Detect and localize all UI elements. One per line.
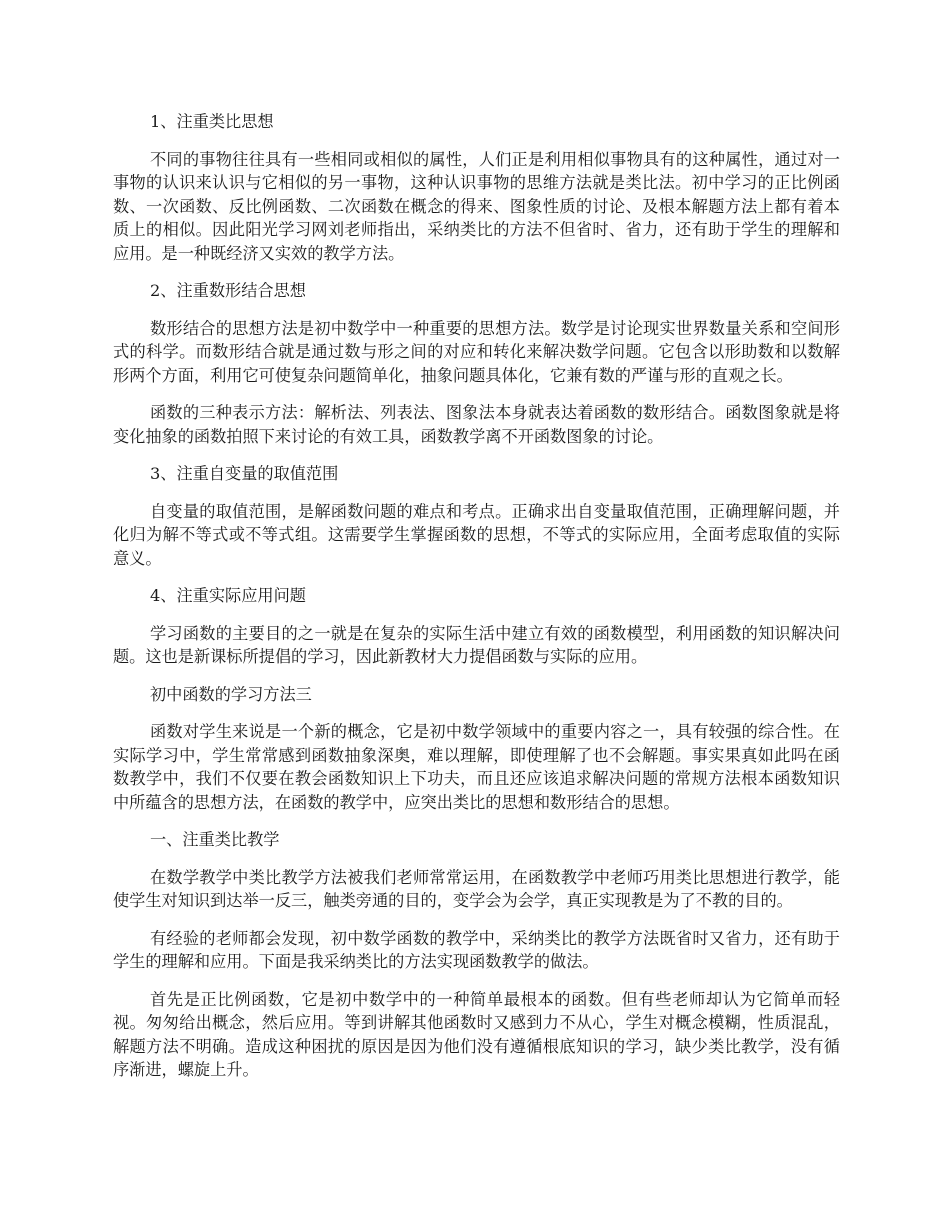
- section-heading: 3、注重自变量的取值范围: [150, 464, 339, 483]
- section-heading: 4、注重实际应用问题: [150, 586, 306, 605]
- body-paragraph: 学习函数的主要目的之一就是在复杂的实际生活中建立有效的函数模型，利用函数的知识解决问题。这也是新课标所提倡的学习，因此新教材大力提倡函数与实际的应用。: [113, 623, 840, 666]
- section-heading: 一、注重类比教学: [150, 830, 280, 849]
- body-paragraph: 数形结合的思想方法是初中数学中一种重要的思想方法。数学是讨论现实世界数量关系和空间形式的科学。而数形结合就是通过数与形之间的对应和转化来解决数学问题。它包含以形助数和以数解形两个方面，利用它可使复杂问题简单化，抽象问题具体化，它兼有数的严谨与形的直观之长。: [113, 318, 840, 385]
- section-heading: 初中函数的学习方法三: [150, 684, 312, 704]
- body-paragraph: 函数的三种表示方法：解析法、列表法、图象法本身就表达着函数的数形结合。函数图象就是将变化抽象的函数拍照下来讨论的有效工具，函数教学离不开函数图象的讨论。: [113, 403, 840, 446]
- body-paragraph: 自变量的取值范围，是解函数问题的难点和考点。正确求出自变量取值范围，正确理解问题，并化归为解不等式或不等式组。这需要学生掌握函数的思想，不等式的实际应用，全面考虑取值的实际意义。: [113, 501, 840, 568]
- body-paragraph: 有经验的老师都会发现，初中数学函数的教学中，采纳类比的教学方法既省时又省力，还有助于学生的理解和应用。下面是我采纳类比的方法实现函数教学的做法。: [113, 928, 840, 971]
- body-paragraph: 不同的事物往往具有一些相同或相似的属性，人们正是利用相似事物具有的这种属性，通过对一事物的认识来认识与它相似的另一事物，这种认识事物的思维方法就是类比法。初中学习的正比例函数、一次函数、反比例函数、二次函数在概念的得来、图象性质的讨论、及根本解题方法上都有着本质上的相似。因此阳光学习网刘老师指出，采纳类比的方法不但省时、省力，还有助于学生的理解和应用。是一种既经济又实效的教学方法。: [113, 149, 840, 263]
- body-paragraph: 函数对学生来说是一个新的概念，它是初中数学领域中的重要内容之一，具有较强的综合性。在实际学习中，学生常常感到函数抽象深奥，难以理解，即使理解了也不会解题。事实果真如此吗在函数教学中，我们不仅要在教会函数知识上下功夫，而且还应该追求解决问题的常规方法根本函数知识中所蕴含的思想方法，在函数的教学中，应突出类比的思想和数形结合的思想。: [113, 722, 840, 812]
- body-paragraph: 首先是正比例函数，它是初中数学中的一种简单最根本的函数。但有些老师却认为它简单而轻视。匆匆给出概念，然后应用。等到讲解其他函数时又感到力不从心，学生对概念模糊，性质混乱，解题方法不明确。造成这种困扰的原因是因为他们没有遵循根底知识的学习，缺少类比教学，没有循序渐进，螺旋上升。: [113, 989, 840, 1079]
- section-heading: 2、注重数形结合思想: [150, 281, 306, 300]
- document-body: [113, 110, 840, 1096]
- body-paragraph: 在数学教学中类比教学方法被我们老师常常运用，在函数教学中老师巧用类比思想进行教学，能使学生对知识到达举一反三，触类旁通的目的，变学会为会学，真正实现教是为了不教的目的。: [113, 867, 840, 910]
- section-heading: 1、注重类比思想: [150, 112, 274, 131]
